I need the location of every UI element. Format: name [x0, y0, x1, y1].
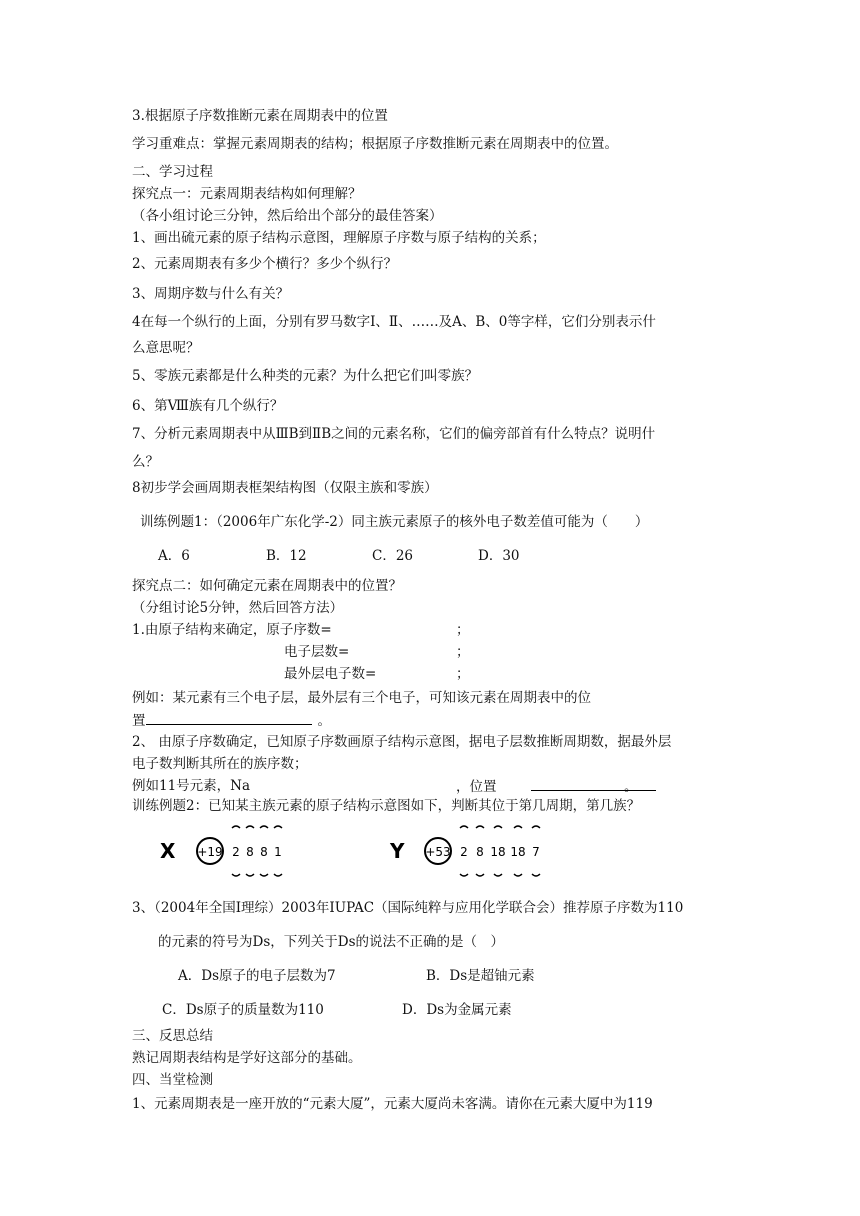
section-heading-4: 四、当堂检测: [132, 1072, 213, 1088]
option-b: B．12: [266, 548, 307, 564]
example-2-period: 。: [624, 779, 638, 795]
example-1-cont: [132, 710, 331, 731]
question-7-cont: 么？: [132, 454, 159, 470]
objective-3: 3.根据原子序数推断元素在周期表中的位置: [132, 108, 388, 124]
method-1-outer-electrons: 最外层电子数=: [284, 666, 377, 682]
question-6: 6、第Ⅷ族有几个纵行？: [132, 398, 284, 414]
atom-x-shell-4: 1: [274, 845, 282, 859]
question-5: 5、零族元素都是什么种类的元素？为什么把它们叫零族？: [132, 368, 479, 384]
ds-option-a: A．Ds原子的电子层数为7: [178, 968, 336, 984]
atom-x-shell-2: 8: [246, 845, 254, 859]
inquiry-point-1: 探究点一：元素周期表结构如何理解？: [132, 186, 362, 202]
key-difficulties: 学习重难点：掌握元素周期表的结构；根据原子序数推断元素在周期表中的位置。: [132, 136, 618, 152]
example-1-suffix: 。: [317, 713, 331, 729]
question-2: 2、元素周期表有多少个横行？多少个纵行？: [132, 256, 398, 272]
question-7: 7、分析元素周期表中从ⅢB到ⅡB之间的元素名称，它们的偏旁部首有什么特点？说明什: [132, 426, 656, 442]
method-1-shell-count: 电子层数=: [284, 644, 350, 660]
answer-blank-2-tail: [638, 776, 656, 791]
example-1: 例如：某元素有三个电子层，最外层有三个电子，可知该元素在周期表中的位: [132, 690, 591, 706]
question-ds: 3、（2004年全国Ⅰ理综）2003年IUPAC（国际纯粹与应用化学联合会）推荐原子序数为110: [132, 900, 684, 916]
atom-y-shell-5: 7: [532, 845, 540, 859]
atom-x-shell-3: 8: [260, 845, 268, 859]
ds-option-d: D．Ds为金属元素: [402, 1002, 512, 1018]
atom-diagram-x: [158, 820, 282, 894]
section-heading-2: 二、学习过程: [132, 164, 213, 180]
option-c: C．26: [372, 548, 414, 564]
practice-example-2: 训练例题2：已知某主族元素的原子结构示意图如下，判断其位于第几周期，第几族？: [132, 798, 641, 814]
method-2-cont: 电子数判断其所在的族序数；: [132, 756, 308, 772]
atom-y-shell-1: 2: [460, 845, 468, 859]
section-heading-3: 三、反思总结: [132, 1028, 213, 1044]
practice-example-1: 训练例题1：（2006年广东化学-2）同主族元素原子的核外电子数差值可能为（ ）: [140, 514, 649, 530]
question-4: 4在每一个纵行的上面，分别有罗马数字Ⅰ、Ⅱ、……及A、B、0等字样，它们分别表示什: [132, 314, 656, 330]
example-2-position-label: ，位置: [456, 779, 497, 795]
semicolon-2: ；: [456, 644, 470, 660]
test-question-1: 1、元素周期表是一座开放的“元素大厦”，元素大厦尚未客满。请你在元素大厦中为119: [132, 1096, 653, 1112]
question-3: 3、周期序数与什么有关？: [132, 286, 290, 302]
question-8: 8初步学会画周期表框架结构图（仅限主族和零族）: [132, 480, 438, 496]
semicolon-1: ；: [456, 622, 470, 638]
question-4-cont: 么意思呢？: [132, 340, 200, 356]
atom-x-shell-1: 2: [232, 845, 240, 859]
atom-x-nucleus: +19: [197, 845, 223, 859]
example-2-suffix: [624, 776, 656, 797]
example-1-prefix: 置: [132, 713, 146, 729]
inquiry-point-2: 探究点二：如何确定元素在周期表中的位置？: [132, 578, 402, 594]
example-2: [132, 776, 250, 796]
option-a: A．6: [158, 548, 190, 564]
question-1: 1、画出硫元素的原子结构示意图，理解原子序数与原子结构的关系；: [132, 230, 546, 246]
atom-diagram-y: [388, 820, 548, 894]
method-2: 2、 由原子序数确定，已知原子序数画原子结构示意图，据电子层数推断周期数，据最外层: [132, 734, 672, 750]
atom-y-shell-4: 18: [510, 845, 526, 859]
reflection-summary: 熟记周期表结构是学好这部分的基础。: [132, 1050, 362, 1066]
ds-option-b: B．Ds是超铀元素: [426, 968, 535, 984]
atom-y-shell-2: 8: [476, 845, 484, 859]
ds-option-c: C．Ds原子的质量数为110: [162, 1002, 324, 1018]
discussion-note-2: （分组讨论5分钟，然后回答方法）: [132, 600, 344, 616]
method-1-atomic-number: 1.由原子结构来确定，原子序数=: [132, 622, 332, 638]
atom-x-symbol: X: [160, 839, 176, 863]
atom-y-symbol: Y: [390, 839, 405, 863]
option-d: D．30: [478, 548, 520, 564]
question-ds-cont: 的元素的符号为Ds，下列关于Ds的说法不正确的是（ ）: [158, 934, 505, 950]
atom-y-shell-3: 18: [490, 845, 506, 859]
discussion-note-1: （各小组讨论三分钟，然后给出个部分的最佳答案）: [132, 208, 443, 224]
answer-blank-1: [146, 710, 312, 725]
example-2-prefix: 例如11号元素，Na: [132, 778, 251, 794]
example-2-position: [456, 776, 645, 797]
semicolon-3: ；: [456, 666, 470, 682]
atom-y-nucleus: +53: [425, 845, 451, 859]
